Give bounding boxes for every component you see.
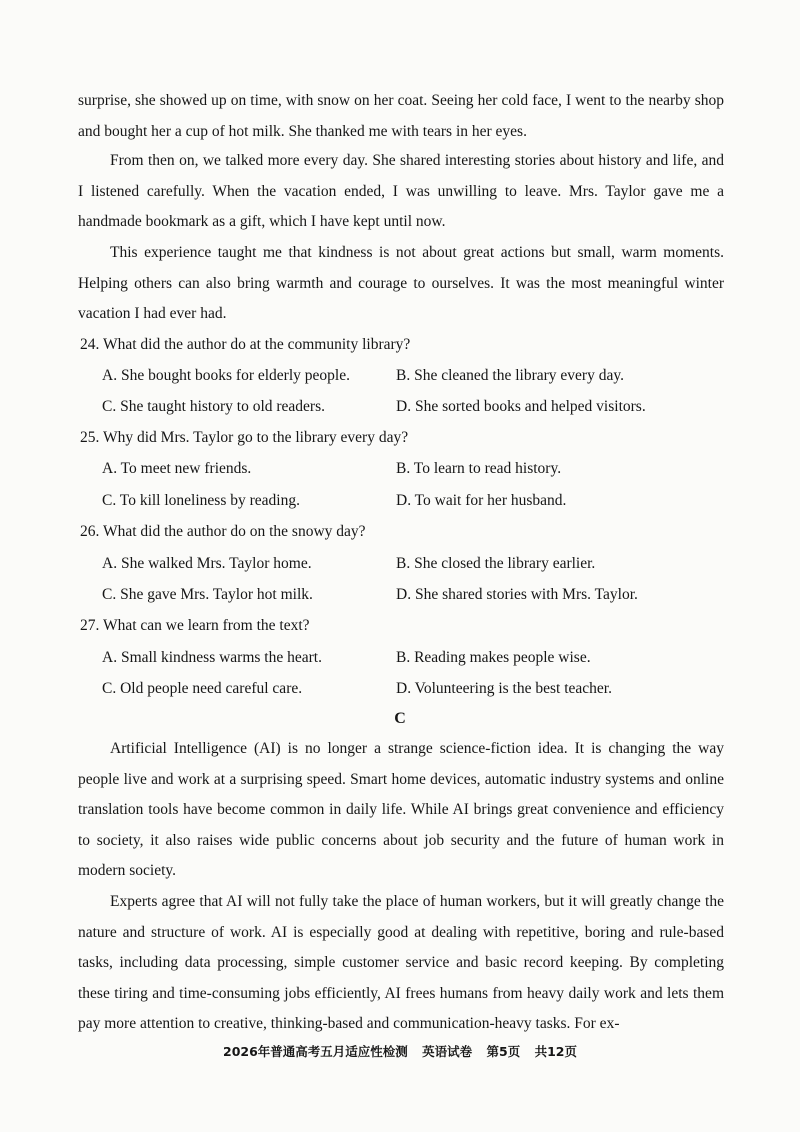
question-24-stem: 24. What did the author do at the community library?	[80, 336, 411, 353]
passage-paragraph: This experience taught me that kindness is not about great actions but small, warm moments. Helping others can also bring warmth and courage to ourselves. It was the most meaningful winter vacation I had ever had.	[78, 244, 724, 322]
passage-paragraph: surprise, she showed up on time, with snow on her coat. Seeing her cold face, I went to the nearby shop and bought her a cup of hot milk. She thanked me with tears in her eyes.	[78, 92, 724, 140]
question-25-option-a: A. To meet new friends.	[102, 460, 252, 477]
passage-paragraph: Experts agree that AI will not fully take the place of human workers, but it will greatly change the nature and structure of work. AI is especially good at dealing with repetitive, boring and rule-based tasks, including data processing, simple customer service and basic record keeping. By completing these tiring and time-consuming jobs efficiently, AI frees humans from heavy daily work and lets them pay more attention to creative, thinking-based and communication-heavy tasks. For ex-	[78, 893, 724, 1032]
question-26-stem: 26. What did the author do on the snowy day?	[80, 523, 366, 540]
page-number: 第5页	[486, 1044, 521, 1059]
question-25-option-c: C. To kill loneliness by reading.	[102, 492, 300, 509]
passage-paragraph: Artificial Intelligence (AI) is no longer a strange science-fiction idea. It is changing the way people live and work at a surprising speed. Smart home devices, automatic industry systems and online translation tools have become common in daily life. While AI brings great convenience and efficiency to society, it also raises wide public concerns about job security and the future of human work in modern society.	[78, 740, 724, 879]
question-27-option-d: D. Volunteering is the best teacher.	[396, 680, 612, 697]
question-25-option-d: D. To wait for her husband.	[396, 492, 567, 509]
section-heading: C	[394, 710, 406, 727]
question-26-option-c: C. She gave Mrs. Taylor hot milk.	[102, 586, 313, 603]
question-27-option-a: A. Small kindness warms the heart.	[102, 649, 322, 666]
question-25-stem: 25. Why did Mrs. Taylor go to the library every day?	[80, 429, 409, 446]
question-26-option-d: D. She shared stories with Mrs. Taylor.	[396, 586, 638, 603]
question-24-option-c: C. She taught history to old readers.	[102, 398, 325, 415]
question-24-option-a: A. She bought books for elderly people.	[102, 367, 350, 384]
question-24-option-d: D. She sorted books and helped visitors.	[396, 398, 646, 415]
question-27-option-b: B. Reading makes people wise.	[396, 649, 591, 666]
question-24-option-b: B. She cleaned the library every day.	[396, 367, 624, 384]
question-27-option-c: C. Old people need careful care.	[102, 680, 303, 697]
question-26-option-a: A. She walked Mrs. Taylor home.	[102, 555, 312, 572]
page-footer	[0, 1043, 800, 1061]
total-pages: 共12页	[534, 1044, 577, 1059]
question-26-option-b: B. She closed the library earlier.	[396, 555, 596, 572]
passage-paragraph: From then on, we talked more every day. She shared interesting stories about history and life, and I listened carefully. When the vacation ended, I was unwilling to leave. Mrs. Taylor gave me a handmade bookmark as a gift, which I have kept until now.	[78, 152, 724, 230]
exam-title: 2026年普通高考五月适应性检测	[223, 1044, 408, 1059]
question-27-stem: 27. What can we learn from the text?	[80, 617, 310, 634]
question-25-option-b: B. To learn to read history.	[396, 460, 562, 477]
subject-label: 英语试卷	[422, 1044, 473, 1059]
